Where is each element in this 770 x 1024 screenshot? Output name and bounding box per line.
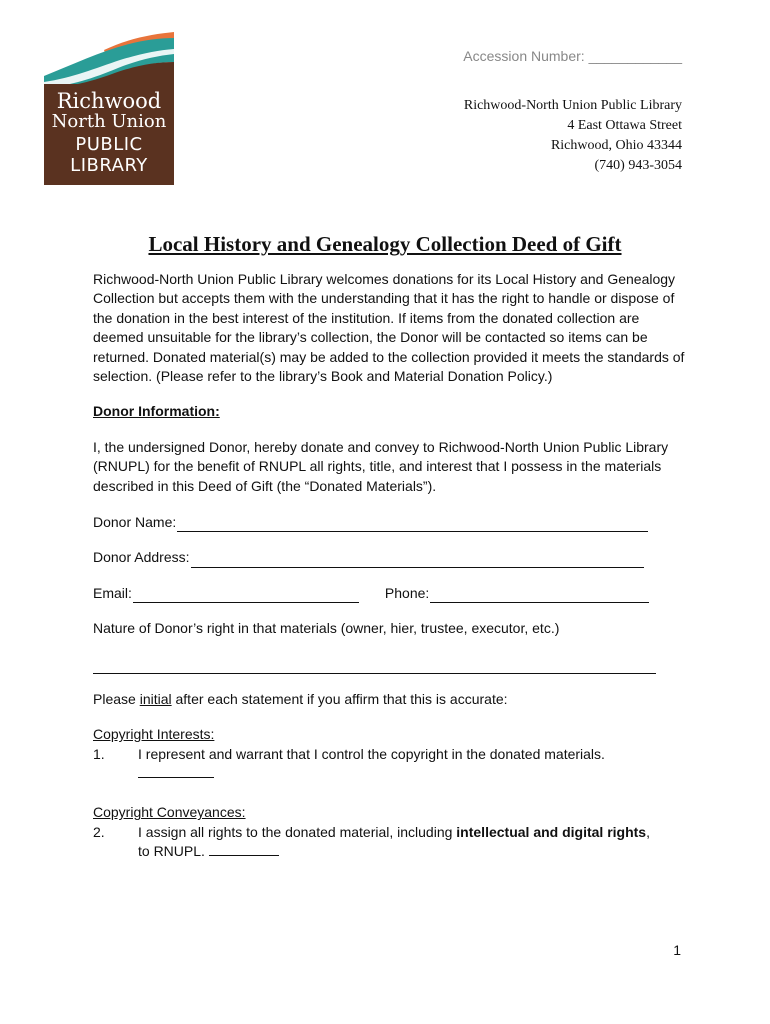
nature-of-right-label: Nature of Donor’s right in that materials (owner, hier, trustee, executor, etc.) bbox=[93, 620, 560, 637]
logo-wave-graphic bbox=[44, 32, 174, 92]
logo-text-library: LIBRARY bbox=[70, 155, 148, 176]
address-line-street: 4 East Ottawa Street bbox=[567, 118, 682, 133]
statement-2-bold-text: intellectual and digital rights bbox=[456, 823, 647, 840]
donor-name-line[interactable] bbox=[177, 517, 648, 532]
donor-name-label: Donor Name: bbox=[93, 514, 177, 531]
contact-fields-row bbox=[93, 584, 693, 603]
intro-paragraph: Richwood-North Union Public Library welcomes donations for its Local History and Genealogy Collection but accepts them with the understanding that it has the right to handle or dispose of the donation in the best interest of the institution. If items from the donated collection are deemed unsuitable for the library’s collection, the Donor will be contacted so items can be returned. Donated material(s) may be added to the collection provided it meets the standards of selection. (Please refer to the library’s Book and Material Donation Policy.) bbox=[93, 271, 685, 385]
copyright-conveyances-heading: Copyright Conveyances: bbox=[93, 804, 246, 821]
email-line[interactable] bbox=[133, 588, 359, 603]
donor-statement-paragraph: I, the undersigned Donor, hereby donate and convey to Richwood-North Union Public Library (RNUPL) for the benefit of RNUPL all rights, title, and interest that I possess in the materials described in this Deed of Gift (the “Donated Materials”). bbox=[93, 438, 669, 494]
initial-instruction: Please initial after each statement if you affirm that this is accurate: bbox=[93, 690, 508, 707]
logo-text-public: PUBLIC bbox=[75, 134, 143, 155]
statement-1-initial-line[interactable] bbox=[138, 765, 214, 778]
page-title: Local History and Genealogy Collection Deed of Gift bbox=[148, 232, 622, 256]
donor-address-label: Donor Address: bbox=[93, 549, 190, 566]
library-address bbox=[464, 96, 682, 176]
library-logo bbox=[44, 32, 174, 185]
nature-of-right-line[interactable] bbox=[93, 661, 656, 674]
donor-information-heading: Donor Information: bbox=[93, 403, 220, 420]
statement-2-initial-line[interactable] bbox=[209, 843, 279, 856]
statement-1-text: I represent and warrant that I control the copyright in the donated materials. bbox=[138, 745, 605, 762]
address-line-city: Richwood, Ohio 43344 bbox=[550, 138, 682, 153]
statement-2-text: I assign all rights to the donated material, including bbox=[138, 823, 457, 840]
address-line-phone: (740) 943-3054 bbox=[594, 158, 682, 173]
logo-text-north-union: North Union bbox=[51, 111, 167, 132]
document-body bbox=[93, 270, 693, 862]
statement-1 bbox=[93, 745, 693, 784]
copyright-interests-heading: Copyright Interests: bbox=[93, 726, 215, 743]
initial-word: initial bbox=[139, 690, 172, 707]
statement-2-number: 2. bbox=[93, 823, 105, 840]
logo-text-richwood: Richwood bbox=[56, 89, 162, 113]
page-number: 1 bbox=[673, 942, 681, 958]
donor-address-line[interactable] bbox=[191, 553, 644, 568]
donor-address-field[interactable] bbox=[93, 548, 693, 567]
email-label: Email: bbox=[93, 584, 132, 601]
phone-line[interactable] bbox=[430, 588, 649, 603]
accession-number-field[interactable]: Accession Number: ____________ bbox=[463, 48, 682, 64]
statement-2: 2. I assign all rights to the donated material, including intellectual and digital rights, to RNUPL. bbox=[93, 823, 693, 862]
donor-name-field[interactable] bbox=[93, 513, 693, 532]
logo-box bbox=[44, 84, 174, 185]
phone-label: Phone: bbox=[384, 584, 430, 601]
statement-1-number: 1. bbox=[93, 745, 105, 762]
address-line-name: Richwood-North Union Public Library bbox=[463, 98, 682, 113]
